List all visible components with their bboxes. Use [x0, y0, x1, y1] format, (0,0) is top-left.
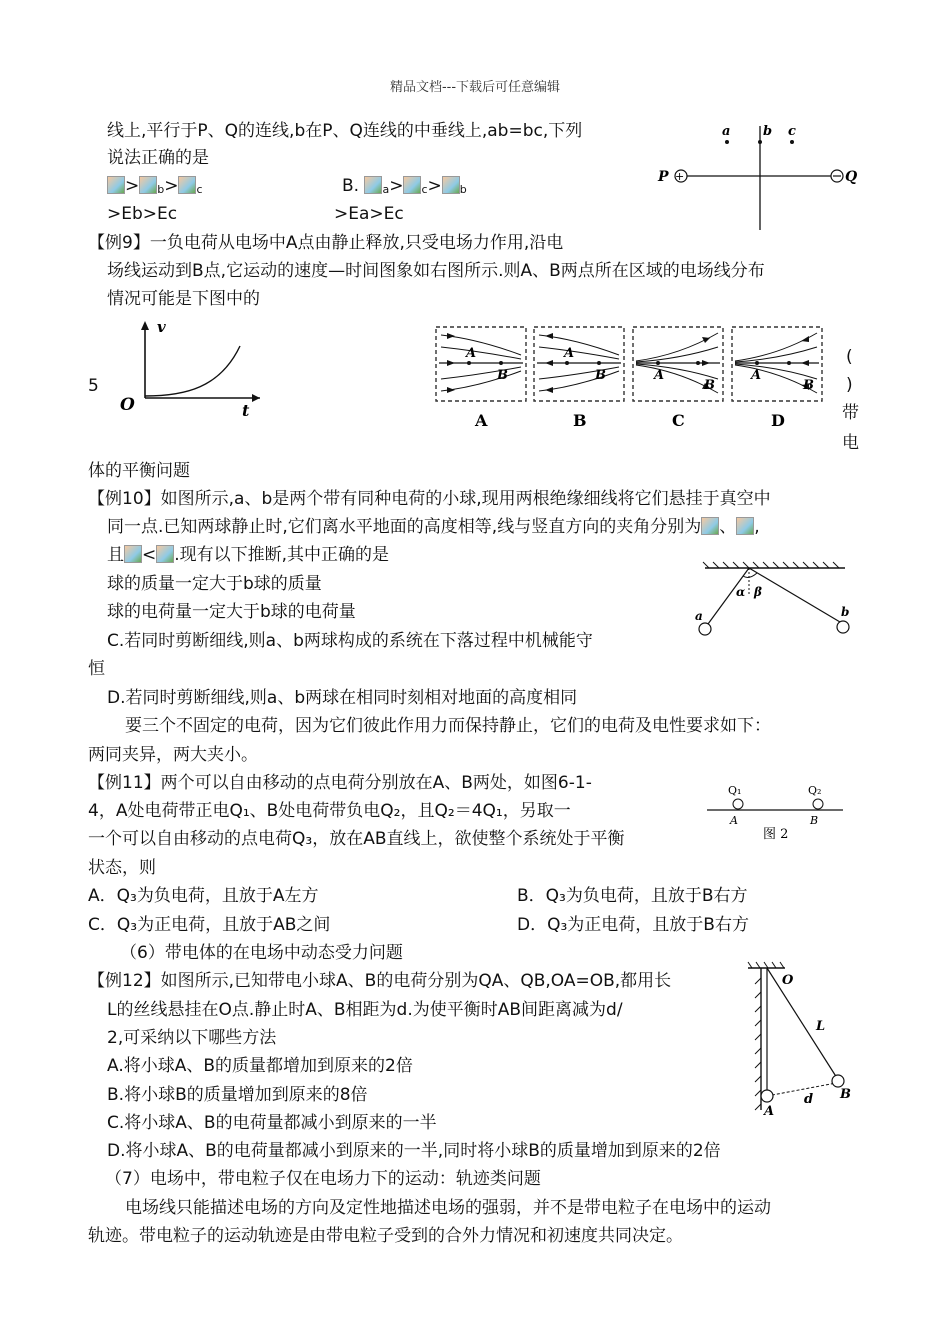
svg-text:B: B	[840, 1087, 851, 1102]
svg-text:+: +	[675, 170, 685, 183]
velocity-time-graph	[115, 318, 265, 418]
origin-o: O	[120, 395, 135, 415]
ex10-option-d: D.若同时剪断细线,则a、b两球在相同时刻相对地面的高度相同	[107, 688, 578, 708]
svg-text:A: A	[730, 814, 738, 827]
section-7-title: （7）电场中，带电粒子仅在电场力下的运动：轨迹类问题	[105, 1169, 541, 1189]
ex11-line3: 一个可以自由移动的点电荷Q₃，放在AB直线上，欲使整个系统处于平衡	[88, 829, 625, 849]
ex10-line3: 且 < .现有以下推断,其中正确的是	[107, 545, 390, 565]
ex12-option-a: A.将小球A、B的质量都增加到原来的2倍	[107, 1056, 413, 1076]
formula-image-icon	[139, 176, 157, 194]
pq-charge-figure	[655, 118, 865, 233]
ex10-option-c: C.若同时剪断细线,则a、b两球构成的系统在下落过程中机械能守	[107, 631, 593, 651]
svg-text:A: A	[764, 1104, 775, 1118]
panel-label-a: A	[475, 411, 488, 430]
svg-text:A: A	[466, 346, 477, 361]
ex11-option-c: C．Q₃为正电荷，且放于AB之间	[88, 915, 331, 935]
ex12-option-b: B.将小球B的质量增加到原来的8倍	[107, 1085, 368, 1105]
wrap-char-dian: 电	[842, 433, 859, 453]
page-header: 精品文档---下载后可任意编辑	[389, 80, 561, 95]
section-title: 体的平衡问题	[88, 461, 190, 481]
ex10-option-b: 球的电荷量一定大于b球的电荷量	[107, 602, 356, 622]
option-b-label: B.	[342, 176, 360, 196]
alpha-image-icon	[124, 545, 142, 563]
closing-line2: 轨迹。带电粒子的运动轨迹是由带电粒子受到的合外力情况和初速度共同决定。	[88, 1226, 683, 1246]
answer-paren-close: )	[846, 375, 853, 395]
svg-text:O: O	[782, 973, 794, 988]
ex10-option-c-cont: 恒	[88, 659, 105, 679]
ex12-line1: 【例12】如图所示,已知带电小球A、B的电荷分别为QA、QB,OA=OB,都用长	[88, 971, 672, 991]
panel-label-c: C	[672, 411, 685, 430]
ex12-line2: L的丝线悬挂在O点.静止时A、B相距为d.为使平衡时AB间距离减为d/	[107, 1000, 623, 1020]
svg-text:B: B	[803, 378, 814, 393]
beta-image-icon	[736, 517, 754, 535]
answer-paren-open: (	[846, 347, 853, 367]
field-panel-d	[732, 327, 822, 430]
ex12-option-d: D.将小球A、B的电荷量都减小到原来的一半,同时将小球B的质量增加到原来的2倍	[107, 1141, 721, 1161]
ex9-line1: 【例9】一负电荷从电场中A点由静止释放,只受电场力作用,沿电	[88, 233, 564, 253]
label-b: b	[763, 124, 773, 139]
svg-text:A: A	[654, 368, 665, 383]
ex10-option-a: 球的质量一定大于b球的质量	[107, 574, 322, 594]
svg-text:A: A	[564, 346, 575, 361]
formula-image-icon	[178, 176, 196, 194]
svg-text:b: b	[841, 605, 850, 619]
field-line-panels	[433, 325, 828, 435]
formula-image-icon	[107, 176, 125, 194]
ex10-line1: 【例10】如图所示,a、b是两个带有同种电荷的小球,现用两根绝缘细线将它们悬挂于真空中	[88, 489, 771, 509]
ex8-line1: 线上,平行于P、Q的连线,b在P、Q连线的中垂线上,ab=bc,下列	[107, 121, 583, 141]
alpha-image-icon	[701, 517, 719, 535]
rule-line2: 两同夹异，两大夹小。	[88, 745, 258, 765]
beta-image-icon	[156, 545, 174, 563]
panel-label-b: B	[573, 411, 587, 430]
figure-caption: 图 2	[763, 827, 789, 842]
panel-label-d: D	[771, 411, 785, 430]
ex9-line2: 场线运动到B点,它运动的速度—时间图象如右图所示.则A、B两点所在区域的电场线分布	[107, 261, 765, 281]
svg-text:β: β	[754, 585, 762, 599]
hanging-balls-figure	[693, 560, 863, 645]
field-panel-b	[534, 327, 624, 430]
ex12-line3: 2,可采纳以下哪些方法	[107, 1028, 277, 1048]
ex11-option-b: B．Q₃为负电荷，且放于B右方	[517, 886, 748, 906]
charges-line-figure	[705, 780, 845, 845]
label-p: P	[658, 169, 669, 185]
svg-text:α: α	[736, 585, 746, 599]
ex11-line1: 【例11】两个可以自由移动的点电荷分别放在A、B两处，如图6-1-	[88, 773, 592, 793]
svg-text:a: a	[695, 609, 703, 623]
svg-text:Q₁: Q₁	[728, 784, 742, 797]
svg-text:B: B	[497, 368, 508, 383]
field-panel-a	[436, 327, 526, 430]
ex8-option-a-line2: >Eb>Ec	[107, 204, 178, 224]
field-panel-c	[633, 327, 723, 430]
ex8-option-b-formula: B. a> c> b	[342, 176, 467, 196]
formula-image-icon	[364, 176, 382, 194]
ex11-option-d: D．Q₃为正电荷，且放于B右方	[517, 915, 749, 935]
ex12-option-c: C.将小球A、B的电荷量都减小到原来的一半	[107, 1113, 437, 1133]
ex10-line2: 同一点.已知两球静止时,它们离水平地面的高度相等,线与竖直方向的夹角分别为 、 ,	[107, 517, 760, 537]
pendulum-figure	[740, 958, 860, 1118]
svg-text:A: A	[751, 368, 762, 383]
ex8-option-a-formula: > b> c	[107, 174, 203, 202]
axis-v: v	[157, 318, 166, 336]
ex11-line2: 4，A处电荷带正电Q₁、B处电荷带负电Q₂，且Q₂＝4Q₁，另取一	[88, 801, 571, 821]
svg-text:B: B	[595, 368, 606, 383]
label-q: Q	[845, 169, 858, 185]
svg-text:Q₂: Q₂	[808, 784, 822, 797]
ex9-line3: 情况可能是下图中的	[107, 289, 260, 309]
closing-line1: 电场线只能描述电场的方向及定性地描述电场的强弱，并不是带电粒子在电场中的运动	[125, 1198, 771, 1218]
svg-text:B: B	[704, 378, 715, 393]
rule-line1: 要三个不固定的电荷，因为它们彼此作用力而保持静止，它们的电荷及电性要求如下：	[125, 716, 771, 736]
svg-text:L: L	[816, 1019, 826, 1034]
label-a: a	[722, 124, 731, 139]
label-c: c	[788, 124, 796, 139]
ex9-number: 5	[88, 376, 99, 396]
ex8-line2: 说法正确的是	[107, 148, 209, 168]
formula-image-icon	[442, 176, 460, 194]
svg-text:d: d	[804, 1092, 814, 1107]
axis-t: t	[242, 401, 250, 418]
ex11-option-a: A．Q₃为负电荷，且放于A左方	[88, 886, 319, 906]
svg-text:B: B	[810, 814, 819, 827]
ex11-line4: 状态，则	[88, 858, 156, 878]
formula-image-icon	[403, 176, 421, 194]
section-6-title: （6）带电体的在电场中动态受力问题	[120, 943, 403, 963]
wrap-char-dai: 带	[842, 403, 859, 423]
ex8-option-b-line2: >Ea>Ec	[334, 204, 404, 224]
